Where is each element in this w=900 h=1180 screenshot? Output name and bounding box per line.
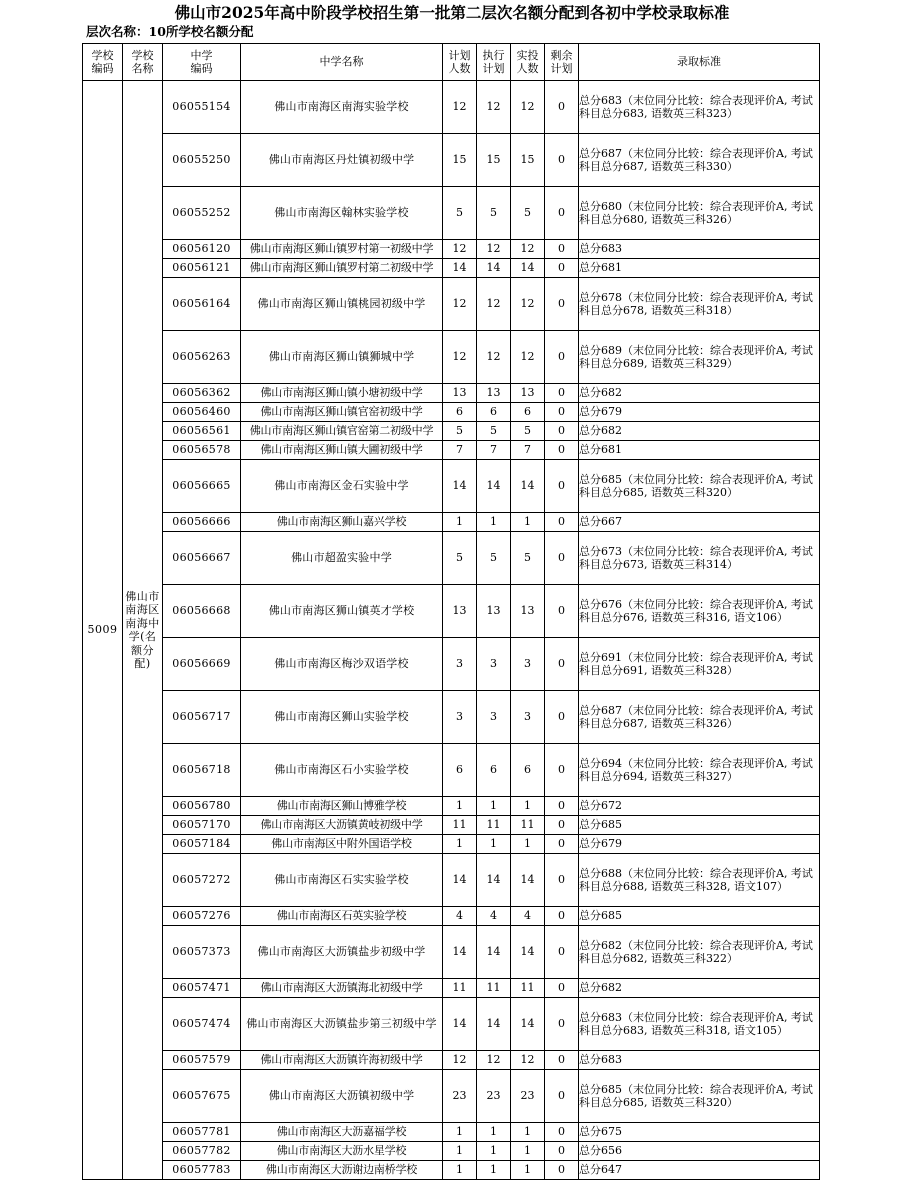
cell-middle-name: 佛山市南海区大沥谢边南桥学校: [241, 1161, 443, 1180]
cell-remain-plan: 0: [545, 1123, 579, 1142]
cell-remain-plan: 0: [545, 926, 579, 979]
cell-actual-count: 12: [511, 278, 545, 331]
cell-plan-count: 1: [443, 835, 477, 854]
cell-admission-standard: 总分647: [579, 1161, 820, 1180]
cell-admission-standard: 总分682: [579, 979, 820, 998]
cell-plan-count: 1: [443, 1142, 477, 1161]
cell-middle-name: 佛山市南海区大沥镇盐步第三初级中学: [241, 998, 443, 1051]
table-row: [83, 1070, 820, 1123]
cell-exec-plan: 14: [477, 854, 511, 907]
header-row: [83, 44, 820, 81]
cell-admission-standard: 总分685（末位同分比较：综合表现评价A, 考试科目总分685, 语数英三科320）: [579, 1070, 820, 1123]
table-row: [83, 835, 820, 854]
cell-remain-plan: 0: [545, 835, 579, 854]
cell-remain-plan: 0: [545, 422, 579, 441]
table-header: [83, 44, 820, 81]
cell-middle-name: 佛山市南海区大沥镇盐步初级中学: [241, 926, 443, 979]
cell-plan-count: 12: [443, 240, 477, 259]
cell-exec-plan: 23: [477, 1070, 511, 1123]
column-header-plan: [443, 44, 477, 81]
cell-exec-plan: 12: [477, 331, 511, 384]
cell-plan-count: 6: [443, 744, 477, 797]
cell-middle-code: 06055154: [163, 81, 241, 134]
cell-admission-standard: 总分675: [579, 1123, 820, 1142]
cell-remain-plan: 0: [545, 81, 579, 134]
cell-plan-count: 14: [443, 926, 477, 979]
cell-plan-count: 13: [443, 585, 477, 638]
cell-middle-code: 06057471: [163, 979, 241, 998]
cell-plan-count: 11: [443, 979, 477, 998]
cell-middle-code: 06057184: [163, 835, 241, 854]
cell-middle-name: 佛山市南海区石小实验学校: [241, 744, 443, 797]
cell-exec-plan: 1: [477, 1123, 511, 1142]
cell-exec-plan: 15: [477, 134, 511, 187]
cell-plan-count: 14: [443, 854, 477, 907]
cell-middle-code: 06057781: [163, 1123, 241, 1142]
header-line-2: 名称: [131, 62, 154, 75]
table-row: [83, 403, 820, 422]
cell-exec-plan: 14: [477, 998, 511, 1051]
cell-middle-code: 06056121: [163, 259, 241, 278]
header-line-1: 学校: [91, 48, 114, 62]
cell-actual-count: 5: [511, 532, 545, 585]
cell-plan-count: 1: [443, 1123, 477, 1142]
cell-middle-code: 06056717: [163, 691, 241, 744]
cell-middle-code: 06056120: [163, 240, 241, 259]
cell-remain-plan: 0: [545, 979, 579, 998]
cell-exec-plan: 1: [477, 1161, 511, 1180]
cell-exec-plan: 13: [477, 384, 511, 403]
column-header-middle-code: [163, 44, 241, 81]
cell-actual-count: 13: [511, 384, 545, 403]
cell-plan-count: 5: [443, 422, 477, 441]
cell-middle-name: 佛山市南海区狮山镇英才学校: [241, 585, 443, 638]
cell-admission-standard: 总分691（末位同分比较：综合表现评价A, 考试科目总分691, 语数英三科328）: [579, 638, 820, 691]
cell-actual-count: 5: [511, 187, 545, 240]
cell-exec-plan: 12: [477, 1051, 511, 1070]
cell-exec-plan: 7: [477, 441, 511, 460]
cell-middle-code: 06056263: [163, 331, 241, 384]
header-line-1: 实投: [516, 48, 539, 62]
cell-middle-name: 佛山市南海区狮山镇狮城中学: [241, 331, 443, 384]
cell-middle-name: 佛山市南海区翰林实验学校: [241, 187, 443, 240]
cell-admission-standard: 总分683（末位同分比较：综合表现评价A, 考试科目总分683, 语数英三科318, 语文105）: [579, 998, 820, 1051]
cell-middle-code: 06055250: [163, 134, 241, 187]
table-row: [83, 744, 820, 797]
cell-middle-code: 06055252: [163, 187, 241, 240]
header-line-1: 计划: [448, 48, 471, 62]
table-row: [83, 816, 820, 835]
cell-middle-code: 06056666: [163, 513, 241, 532]
cell-admission-standard: 总分679: [579, 835, 820, 854]
cell-middle-name: 佛山市南海区南海实验学校: [241, 81, 443, 134]
cell-middle-code: 06056669: [163, 638, 241, 691]
header-line-1: 执行: [482, 48, 505, 62]
cell-actual-count: 1: [511, 797, 545, 816]
cell-middle-code: 06056665: [163, 460, 241, 513]
cell-actual-count: 14: [511, 854, 545, 907]
cell-remain-plan: 0: [545, 278, 579, 331]
cell-exec-plan: 14: [477, 259, 511, 278]
cell-middle-name: 佛山市南海区梅沙双语学校: [241, 638, 443, 691]
cell-middle-name: 佛山市南海区大沥水星学校: [241, 1142, 443, 1161]
cell-exec-plan: 11: [477, 816, 511, 835]
cell-middle-name: 佛山市南海区狮山实验学校: [241, 691, 443, 744]
cell-remain-plan: 0: [545, 259, 579, 278]
header-line-1: 中学: [190, 48, 213, 62]
cell-exec-plan: 14: [477, 926, 511, 979]
cell-admission-standard: 总分667: [579, 513, 820, 532]
cell-remain-plan: 0: [545, 854, 579, 907]
cell-actual-count: 14: [511, 460, 545, 513]
cell-middle-name: 佛山市南海区大沥镇许海初级中学: [241, 1051, 443, 1070]
cell-remain-plan: 0: [545, 1051, 579, 1070]
cell-admission-standard: 总分685: [579, 907, 820, 926]
cell-middle-code: 06057170: [163, 816, 241, 835]
header-line-1: 剩余: [550, 48, 573, 62]
cell-admission-standard: 总分676（末位同分比较：综合表现评价A, 考试科目总分676, 语数英三科316, 语文106）: [579, 585, 820, 638]
table-row: [83, 907, 820, 926]
table-row: [83, 638, 820, 691]
cell-actual-count: 4: [511, 907, 545, 926]
cell-exec-plan: 5: [477, 532, 511, 585]
table-row: [83, 691, 820, 744]
header-line-2: 计划: [550, 62, 573, 75]
cell-middle-code: 06056578: [163, 441, 241, 460]
cell-middle-code: 06056668: [163, 585, 241, 638]
cell-remain-plan: 0: [545, 513, 579, 532]
table-row: [83, 187, 820, 240]
column-header-exec: [477, 44, 511, 81]
cell-remain-plan: 0: [545, 691, 579, 744]
cell-plan-count: 14: [443, 998, 477, 1051]
table-row: [83, 331, 820, 384]
cell-admission-standard: 总分682: [579, 384, 820, 403]
table-row: [83, 134, 820, 187]
admission-standards-table: [82, 43, 820, 1180]
cell-admission-standard: 总分672: [579, 797, 820, 816]
cell-actual-count: 14: [511, 998, 545, 1051]
cell-middle-code: 06056561: [163, 422, 241, 441]
cell-middle-name: 佛山市南海区狮山镇大圃初级中学: [241, 441, 443, 460]
cell-plan-count: 4: [443, 907, 477, 926]
cell-actual-count: 5: [511, 422, 545, 441]
cell-admission-standard: 总分688（末位同分比较：综合表现评价A, 考试科目总分688, 语数英三科328, 语文107）: [579, 854, 820, 907]
cell-middle-name: 佛山市南海区狮山镇桃园初级中学: [241, 278, 443, 331]
cell-exec-plan: 1: [477, 797, 511, 816]
cell-exec-plan: 14: [477, 460, 511, 513]
cell-middle-code: 06056460: [163, 403, 241, 422]
column-header-school-code: [83, 44, 123, 81]
cell-plan-count: 14: [443, 259, 477, 278]
cell-admission-standard: 总分682（末位同分比较：综合表现评价A, 考试科目总分682, 语数英三科322）: [579, 926, 820, 979]
cell-plan-count: 3: [443, 638, 477, 691]
cell-admission-standard: 总分683（末位同分比较：综合表现评价A, 考试科目总分683, 语数英三科323）: [579, 81, 820, 134]
cell-actual-count: 6: [511, 744, 545, 797]
cell-remain-plan: 0: [545, 441, 579, 460]
cell-middle-name: 佛山市南海区狮山镇官窑初级中学: [241, 403, 443, 422]
cell-remain-plan: 0: [545, 134, 579, 187]
table-row: [83, 998, 820, 1051]
level-name-subtitle: 层次名称：10所学校名额分配: [86, 24, 254, 39]
cell-actual-count: 11: [511, 979, 545, 998]
column-header-standard: 录取标准: [579, 44, 820, 81]
cell-middle-name: 佛山市南海区金石实验中学: [241, 460, 443, 513]
cell-school-code: 5009: [83, 81, 123, 1180]
table-row: [83, 1161, 820, 1180]
cell-middle-code: 06057579: [163, 1051, 241, 1070]
table-row: [83, 585, 820, 638]
table-row: [83, 1123, 820, 1142]
cell-plan-count: 6: [443, 403, 477, 422]
table-row: [83, 854, 820, 907]
cell-actual-count: 1: [511, 835, 545, 854]
table-row: [83, 278, 820, 331]
cell-plan-count: 11: [443, 816, 477, 835]
cell-actual-count: 11: [511, 816, 545, 835]
table-row: [83, 441, 820, 460]
cell-actual-count: 13: [511, 585, 545, 638]
cell-middle-name: 佛山市南海区狮山镇罗村第一初级中学: [241, 240, 443, 259]
cell-plan-count: 23: [443, 1070, 477, 1123]
cell-plan-count: 12: [443, 331, 477, 384]
cell-admission-standard: 总分656: [579, 1142, 820, 1161]
cell-exec-plan: 11: [477, 979, 511, 998]
cell-actual-count: 6: [511, 403, 545, 422]
cell-exec-plan: 4: [477, 907, 511, 926]
cell-middle-name: 佛山市南海区狮山镇小塘初级中学: [241, 384, 443, 403]
page-title: 佛山市2025年高中阶段学校招生第一批第二层次名额分配到各初中学校录取标准: [174, 3, 730, 22]
column-header-middle-name: 中学名称: [241, 44, 443, 81]
cell-remain-plan: 0: [545, 331, 579, 384]
header-line-2: 编码: [91, 62, 114, 75]
cell-middle-code: 06057272: [163, 854, 241, 907]
cell-plan-count: 13: [443, 384, 477, 403]
cell-middle-name: 佛山市超盈实验中学: [241, 532, 443, 585]
cell-actual-count: 12: [511, 1051, 545, 1070]
cell-exec-plan: 5: [477, 422, 511, 441]
cell-remain-plan: 0: [545, 1070, 579, 1123]
cell-middle-name: 佛山市南海区大沥镇初级中学: [241, 1070, 443, 1123]
cell-remain-plan: 0: [545, 460, 579, 513]
cell-admission-standard: 总分681: [579, 441, 820, 460]
table-row: [83, 422, 820, 441]
cell-plan-count: 14: [443, 460, 477, 513]
cell-middle-code: 06057783: [163, 1161, 241, 1180]
cell-admission-standard: 总分687（末位同分比较：综合表现评价A, 考试科目总分687, 语数英三科330）: [579, 134, 820, 187]
cell-admission-standard: 总分685: [579, 816, 820, 835]
cell-middle-code: 06056667: [163, 532, 241, 585]
header-line-2: 人数: [448, 62, 471, 75]
cell-middle-code: 06056718: [163, 744, 241, 797]
cell-plan-count: 12: [443, 1051, 477, 1070]
cell-remain-plan: 0: [545, 384, 579, 403]
cell-exec-plan: 3: [477, 691, 511, 744]
cell-exec-plan: 1: [477, 835, 511, 854]
cell-plan-count: 12: [443, 278, 477, 331]
header-line-2: 计划: [482, 62, 505, 75]
cell-remain-plan: 0: [545, 1161, 579, 1180]
cell-school-name: 佛山市南海区南海中学(名额分配): [123, 81, 163, 1180]
cell-admission-standard: 总分683: [579, 1051, 820, 1070]
cell-plan-count: 7: [443, 441, 477, 460]
cell-admission-standard: 总分685（末位同分比较：综合表现评价A, 考试科目总分685, 语数英三科320）: [579, 460, 820, 513]
table-body: [83, 81, 820, 1180]
cell-exec-plan: 3: [477, 638, 511, 691]
cell-actual-count: 23: [511, 1070, 545, 1123]
cell-admission-standard: 总分680（末位同分比较：综合表现评价A, 考试科目总分680, 语数英三科326）: [579, 187, 820, 240]
cell-plan-count: 5: [443, 532, 477, 585]
cell-remain-plan: 0: [545, 816, 579, 835]
cell-admission-standard: 总分679: [579, 403, 820, 422]
cell-plan-count: 5: [443, 187, 477, 240]
table-row: [83, 81, 820, 134]
cell-remain-plan: 0: [545, 187, 579, 240]
cell-plan-count: 1: [443, 797, 477, 816]
cell-actual-count: 12: [511, 240, 545, 259]
cell-middle-name: 佛山市南海区中附外国语学校: [241, 835, 443, 854]
cell-exec-plan: 12: [477, 278, 511, 331]
cell-middle-name: 佛山市南海区狮山镇官窑第二初级中学: [241, 422, 443, 441]
table-row: [83, 513, 820, 532]
table-row: [83, 259, 820, 278]
table-row: [83, 1051, 820, 1070]
cell-actual-count: 1: [511, 1123, 545, 1142]
cell-remain-plan: 0: [545, 797, 579, 816]
cell-actual-count: 7: [511, 441, 545, 460]
cell-actual-count: 12: [511, 81, 545, 134]
cell-middle-name: 佛山市南海区大沥镇海北初级中学: [241, 979, 443, 998]
header-line-2: 人数: [516, 62, 539, 75]
column-header-school-name: [123, 44, 163, 81]
cell-admission-standard: 总分687（末位同分比较：综合表现评价A, 考试科目总分687, 语数英三科326）: [579, 691, 820, 744]
cell-remain-plan: 0: [545, 240, 579, 259]
cell-exec-plan: 1: [477, 513, 511, 532]
header-line-2: 编码: [190, 62, 213, 75]
cell-admission-standard: 总分678（末位同分比较：综合表现评价A, 考试科目总分678, 语数英三科318）: [579, 278, 820, 331]
cell-remain-plan: 0: [545, 907, 579, 926]
cell-exec-plan: 12: [477, 240, 511, 259]
table-row: [83, 240, 820, 259]
table-row: [83, 1142, 820, 1161]
cell-admission-standard: 总分694（末位同分比较：综合表现评价A, 考试科目总分694, 语数英三科327）: [579, 744, 820, 797]
table-row: [83, 979, 820, 998]
cell-admission-standard: 总分689（末位同分比较：综合表现评价A, 考试科目总分689, 语数英三科329）: [579, 331, 820, 384]
cell-remain-plan: 0: [545, 532, 579, 585]
cell-remain-plan: 0: [545, 638, 579, 691]
cell-actual-count: 3: [511, 691, 545, 744]
cell-middle-name: 佛山市南海区狮山镇罗村第二初级中学: [241, 259, 443, 278]
cell-remain-plan: 0: [545, 403, 579, 422]
column-header-remain: [545, 44, 579, 81]
cell-middle-code: 06056362: [163, 384, 241, 403]
table-row: [83, 926, 820, 979]
cell-remain-plan: 0: [545, 1142, 579, 1161]
cell-remain-plan: 0: [545, 744, 579, 797]
cell-exec-plan: 1: [477, 1142, 511, 1161]
cell-middle-code: 06056164: [163, 278, 241, 331]
cell-middle-code: 06057373: [163, 926, 241, 979]
cell-middle-code: 06057675: [163, 1070, 241, 1123]
cell-middle-name: 佛山市南海区石实实验学校: [241, 854, 443, 907]
cell-middle-code: 06057474: [163, 998, 241, 1051]
cell-plan-count: 3: [443, 691, 477, 744]
cell-exec-plan: 12: [477, 81, 511, 134]
cell-middle-name: 佛山市南海区丹灶镇初级中学: [241, 134, 443, 187]
cell-middle-name: 佛山市南海区狮山嘉兴学校: [241, 513, 443, 532]
cell-admission-standard: 总分683: [579, 240, 820, 259]
cell-plan-count: 15: [443, 134, 477, 187]
cell-middle-name: 佛山市南海区狮山博雅学校: [241, 797, 443, 816]
cell-remain-plan: 0: [545, 998, 579, 1051]
cell-admission-standard: 总分682: [579, 422, 820, 441]
cell-actual-count: 1: [511, 1142, 545, 1161]
cell-actual-count: 12: [511, 331, 545, 384]
cell-plan-count: 1: [443, 513, 477, 532]
cell-remain-plan: 0: [545, 585, 579, 638]
cell-exec-plan: 6: [477, 403, 511, 422]
cell-actual-count: 1: [511, 513, 545, 532]
cell-plan-count: 12: [443, 81, 477, 134]
cell-exec-plan: 6: [477, 744, 511, 797]
cell-middle-code: 06057276: [163, 907, 241, 926]
cell-exec-plan: 13: [477, 585, 511, 638]
cell-middle-name: 佛山市南海区石英实验学校: [241, 907, 443, 926]
table-row: [83, 384, 820, 403]
cell-admission-standard: 总分681: [579, 259, 820, 278]
cell-actual-count: 3: [511, 638, 545, 691]
cell-admission-standard: 总分673（末位同分比较：综合表现评价A, 考试科目总分673, 语数英三科314）: [579, 532, 820, 585]
cell-actual-count: 15: [511, 134, 545, 187]
cell-middle-code: 06057782: [163, 1142, 241, 1161]
cell-actual-count: 1: [511, 1161, 545, 1180]
header-line-1: 学校: [131, 48, 154, 62]
table-row: [83, 532, 820, 585]
table-row: [83, 797, 820, 816]
cell-middle-name: 佛山市南海区大沥镇黄岐初级中学: [241, 816, 443, 835]
column-header-actual: [511, 44, 545, 81]
cell-middle-code: 06056780: [163, 797, 241, 816]
cell-actual-count: 14: [511, 259, 545, 278]
cell-middle-name: 佛山市南海区大沥嘉福学校: [241, 1123, 443, 1142]
table-row: [83, 460, 820, 513]
cell-actual-count: 14: [511, 926, 545, 979]
cell-plan-count: 1: [443, 1161, 477, 1180]
cell-exec-plan: 5: [477, 187, 511, 240]
